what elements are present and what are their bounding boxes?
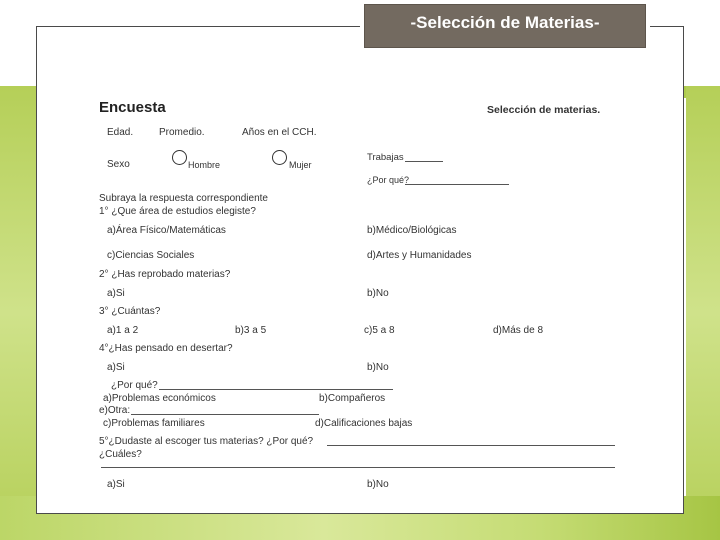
question-4: 4°¿Has pensado en desertar? xyxy=(99,343,233,354)
q4-reason-a[interactable]: a)Problemas económicos xyxy=(103,393,216,404)
trabajas-label: Trabajas xyxy=(367,152,404,163)
question-2: 2° ¿Has reprobado materias? xyxy=(99,269,231,280)
mujer-label: Mujer xyxy=(289,160,312,170)
q4-porque-label: ¿Por qué? xyxy=(111,380,158,391)
q1-option-b[interactable]: b)Médico/Biológicas xyxy=(367,225,457,236)
mujer-radio[interactable] xyxy=(272,150,287,165)
q4-porque-line[interactable] xyxy=(159,389,393,390)
q3-option-a[interactable]: a)1 a 2 xyxy=(107,325,139,336)
q1-option-a[interactable]: a)Área Físico/Matemáticas xyxy=(107,225,226,236)
q3-option-c[interactable]: c)5 a 8 xyxy=(364,325,395,336)
question-1: 1° ¿Que área de estudios elegiste? xyxy=(99,206,256,217)
question-5: 5°¿Dudaste al escoger tus materias? ¿Por qué? xyxy=(99,436,314,447)
q1-option-d[interactable]: d)Artes y Humanidades xyxy=(367,250,472,261)
edad-label: Edad. xyxy=(107,127,134,138)
q4-option-b[interactable]: b)No xyxy=(367,362,389,373)
hombre-label: Hombre xyxy=(188,160,221,170)
q6-option-b[interactable]: b)No xyxy=(367,479,389,490)
hombre-radio[interactable] xyxy=(172,150,187,165)
question-5-cuales: ¿Cuáles? xyxy=(99,449,142,460)
instruction: Subraya la respuesta correspondiente xyxy=(99,193,268,204)
trabajas-line[interactable] xyxy=(405,161,443,162)
anios-label: Años en el CCH. xyxy=(242,127,317,138)
survey-document xyxy=(36,26,684,514)
slide-title-box xyxy=(360,0,650,52)
porque-top-line[interactable] xyxy=(405,184,509,185)
q3-option-b[interactable]: b)3 a 5 xyxy=(235,325,267,336)
slide-title: -Selección de Materias- xyxy=(364,4,646,48)
q4-reason-b[interactable]: b)Compañeros xyxy=(319,393,386,404)
q2-option-a[interactable]: a)Si xyxy=(107,288,125,299)
q4-reason-e[interactable]: e)Otra: xyxy=(99,405,131,416)
q2-option-b[interactable]: b)No xyxy=(367,288,389,299)
form-subheading: Selección de materias. xyxy=(487,104,601,116)
sexo-label: Sexo xyxy=(107,159,130,170)
green-band-left xyxy=(0,86,36,540)
q4-option-a[interactable]: a)Si xyxy=(107,362,125,373)
form-heading: Encuesta xyxy=(99,99,166,116)
promedio-label: Promedio. xyxy=(159,127,205,138)
q4-otra-line[interactable] xyxy=(131,414,319,415)
q5-porque-line[interactable] xyxy=(327,445,615,446)
green-band-right xyxy=(686,86,720,540)
question-3: 3° ¿Cuántas? xyxy=(99,306,161,317)
q4-reason-d[interactable]: d)Calificaciones bajas xyxy=(315,418,413,429)
porque-top-label: ¿Por qué? xyxy=(367,175,410,185)
q5-extra-line[interactable] xyxy=(101,467,615,468)
q1-option-c[interactable]: c)Ciencias Sociales xyxy=(107,250,195,261)
q6-option-a[interactable]: a)Si xyxy=(107,479,125,490)
q3-option-d[interactable]: d)Más de 8 xyxy=(493,325,544,336)
q4-reason-c[interactable]: c)Problemas familiares xyxy=(103,418,205,429)
